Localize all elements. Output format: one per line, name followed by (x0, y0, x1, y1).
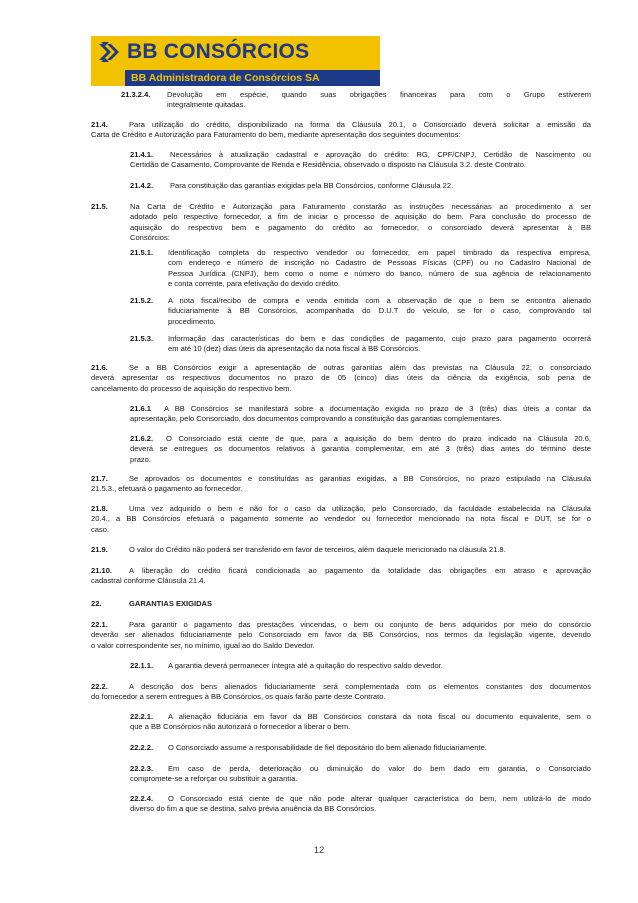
clause-number: 21.3.2.4. (121, 90, 151, 99)
clause-number: 21.6.1 (130, 404, 151, 413)
clause-line: A alienação fiduciária em favor da BB Consórcios constará da nota fiscal ou documento equivalente, sem o (168, 712, 591, 721)
clause-line: procedimento. (168, 316, 216, 326)
clause-22-2 (91, 682, 591, 703)
clause-21-7 (91, 474, 591, 495)
clause-text (168, 248, 591, 289)
clause-continuation (130, 804, 591, 814)
clause-number: 22.1.1. (130, 661, 154, 670)
clause-text (168, 712, 591, 722)
clause-line (91, 682, 591, 692)
clause-text (170, 150, 591, 160)
clause-line: cancelamento do processo de aquisição do respectivo bem. (91, 383, 292, 393)
clause-number: 21.5.1. (130, 248, 154, 257)
clause-text (168, 743, 591, 753)
clause-line: com endereço e número de inscrição no Cadastro de Pessoas Físicas (CPF) ou no Cadastro Nacional de (168, 258, 591, 268)
clause-line: que a BB Consórcios não autorizará o fornecedor a liberar o bem. (130, 722, 351, 732)
clause-text: O valor do Crédito não poderá ser transferido em favor de terceiros, além daquele mencionado na cláusula 21.8. (129, 545, 506, 554)
clause-line: do fornecedor a serem entregues à BB Consórcios, os quais farão parte deste Contrato. (91, 692, 386, 702)
clause-line: Carta de Crédito e Autorização para Faturamento do bem, mediante apresentação dos seguintes documentos: (91, 130, 461, 140)
clause-text (168, 296, 591, 327)
clause-text: Para utilização do crédito, disponibilizado na forma da Cláusula 20.1, o Consorciado deverá solicitar a emissão da (129, 120, 591, 129)
section-title: GARANTIAS EXIGIDAS (129, 599, 213, 608)
clause-number: 21.8. (91, 504, 108, 513)
clause-21-10 (91, 566, 591, 587)
clause-line: Para constituição das garantias exigidas pela BB Consórcios, conforme Cláusula 22. (170, 181, 454, 190)
clause-line: adotado pelo respectivo fornecedor, a fim de iniciar o processo de aquisição do bem. Para conclusão do processo de (130, 212, 591, 222)
clause-line: A BB Consórcios se manifestará sobre a documentação exigida no prazo de 3 (três) dias úteis a contar da (164, 404, 591, 413)
clause-21-4 (91, 120, 591, 141)
clause-continuation (130, 160, 591, 170)
clause-line: deverão ser alienados fiduciariamente pelo Consorciado em favor da BB Consórcios, nos termos da legislação vigente, devendo (91, 630, 591, 640)
logo-subtitle-band (125, 70, 380, 86)
clause-text: Para garantir o pagamento das prestações vincendas, o bem ou conjunto de bens adquiridos por meio do consórcio (129, 620, 591, 629)
clause-21-8 (91, 504, 591, 535)
clause-line: e conta corrente, para efetivação do devido crédito. (168, 278, 341, 288)
clause-line: deverá apresentar os respectivos documentos no prazo de 05 (cinco) dias úteis da ciência da exigência, sob pena de (91, 373, 591, 383)
clause-line (91, 566, 591, 576)
clause-line (91, 120, 591, 130)
logo-subtitle: BB Administradora de Consórcios SA (131, 72, 320, 84)
clause-text (130, 202, 591, 243)
clause-line (91, 545, 591, 555)
clause-line: A garantia deverá permanecer íntegra até a quitação do respectivo saldo devedor. (168, 661, 443, 670)
clause-continuation (130, 414, 591, 424)
clause-line: o valor correspondente ser, no mínimo, igual ao do Saldo Devedor. (91, 640, 315, 650)
clause-22-1 (91, 620, 591, 651)
clause-text: A liberação do crédito ficará condicionada ao pagamento da totalidade das obrigações em atraso e aprovação (129, 566, 591, 575)
clause-continuation (130, 444, 591, 465)
bb-mark-icon (97, 40, 123, 64)
clause-line: Em caso de perda, deterioração ou diminuição do valor do bem dado em garantia, o Consorciado (168, 764, 591, 773)
clause-line: em até 10 (dez) dias úteis da apresentação da nota fiscal à BB Consórcios. (168, 344, 421, 354)
clause-text (170, 181, 591, 191)
clause-line: Informação das características do bem e das condições de pagamento, cujo prazo para pagamento ocorrerá (168, 334, 591, 343)
clause-continuation (130, 774, 591, 784)
clause-line: O Consorciado assume a responsabilidade de fiel depositário do bem alienado fiduciariamente. (168, 743, 487, 752)
clause-line: integralmente quitadas. (167, 100, 246, 110)
clause-line: deverá se entregues os documentos relativos à garantia complementar, em até 3 (três) dias antes do término deste (130, 444, 591, 454)
clause-line: apresentação, pelo Consorciado, dos documentos comprovando a constituição das garantias complementares. (130, 414, 502, 424)
clause-line: O Consorciado está ciente de que, para a aquisição do bem dentro do prazo indicado na Cláusula 20.6, (166, 434, 591, 443)
clause-number: 22.2.4. (130, 794, 154, 803)
clause-line (91, 474, 591, 484)
clause-text: Se a BB Consórcios exigir a apresentação de outras garantias além das previstas na Cláusula 22, o consorciado (129, 363, 591, 372)
clause-text: Uma vez adquirido o bem e não for o caso da utilização, pelo Consorciado, da faculdade estabelecida na Cláusula (129, 504, 591, 513)
clause-line: cadastral conforme Cláusula 21.4. (91, 576, 206, 586)
clause-text (168, 334, 591, 355)
logo-top-band (91, 36, 380, 68)
clause-line (91, 620, 591, 630)
clause-number: 21.5.2. (130, 296, 154, 305)
clause-text: Se aprovados os documentos e constituídas as garantias exigidas, a BB Consórcios, no prazo estipulado na Cláusula (129, 474, 591, 483)
clause-number: 21.4. (91, 120, 108, 129)
clause-line (91, 504, 591, 514)
clause-number: 21.6. (91, 363, 108, 372)
clause-line: Devolução em espécie, quando suas obrigações financeiras para com o Grupo estiverem (167, 90, 591, 99)
clause-line: Necessários à atualização cadastral e aprovação do crédito: RG, CPF/CNPJ, Certidão de Nascimento ou (170, 150, 591, 159)
logo-name: BB CONSÓRCIOS (127, 40, 310, 63)
clause-number: 22.2. (91, 682, 108, 691)
clause-line: A nota fiscal/recibo de compra e venda emitida com a observação de que o bem se encontra alienado (168, 296, 591, 305)
clause-text (164, 404, 591, 414)
clause-line: Consórcios: (130, 232, 170, 242)
page-number: 12 (313, 845, 325, 856)
clause-line: O Consorciado está ciente de que não pode alterar qualquer característica do bem, nem utilizá-lo de modo (168, 794, 591, 803)
clause-line: 20.4., a BB Consórcios efetuará o pagamento somente ao vendedor ou fornecedor mencionado na nota fiscal e DUT, se for o (91, 514, 591, 524)
bb-consorcios-logo (91, 36, 380, 86)
clause-line: compromete-se a reforçar ou substituir a garantia. (130, 774, 298, 784)
clause-text (168, 794, 591, 804)
clause-line (91, 363, 591, 373)
clause-line: prazo. (130, 454, 151, 464)
clause-number: 21.7. (91, 474, 108, 483)
clause-line: Pessoa Jurídica (CNPJ), bem como o nome e número do banco, número de sua agência de relacionamento (168, 268, 591, 278)
clause-number: 21.9. (91, 545, 108, 554)
clause-text (167, 90, 591, 111)
clause-text: A descrição dos bens alienados fiduciariamente será complementada com os elementos constantes dos documentos (129, 682, 591, 691)
clause-line: Identificação completa do respectivo vendedor ou fornecedor, em papel timbrado da respectiva empresa, (168, 248, 591, 257)
clause-line: diverso do fim a que se destina, salvo prévia anuência da BB Consórcios. (130, 804, 377, 814)
clause-number: 21.5.3. (130, 334, 154, 343)
clause-line: Certidão de Casamento, Comprovante de Renda e Residência, observado o disposto na Cláusula 3.2. deste Contrato. (130, 160, 527, 170)
clause-number: 21.10. (91, 566, 112, 575)
clause-line: 21.5.3., efetuará o pagamento ao fornecedor. (91, 484, 243, 494)
clause-number: 21.6.2. (130, 434, 154, 443)
section-heading-22 (91, 599, 591, 609)
clause-number: 22.1. (91, 620, 108, 629)
clause-21-6 (91, 363, 591, 394)
clause-line: fiduciariamente à BB Consórcios, acompanhada do D.U.T do veículo, se for o caso, comprovando tal (168, 306, 591, 316)
clause-line: caso. (91, 524, 110, 534)
clause-21-9 (91, 545, 591, 555)
clause-number: 22.2.1. (130, 712, 154, 721)
clause-text (168, 661, 591, 671)
clause-number: 22. (91, 599, 102, 608)
clause-text (166, 434, 591, 444)
clause-line: aquisição do respectivo bem e pagamento do crédito ao fornecedor, o consorciado deverá apresentar à BB (130, 222, 591, 232)
clause-number: 22.2.2. (130, 743, 154, 752)
clause-number: 22.2.3. (130, 764, 154, 773)
clause-number: 21.5. (91, 202, 108, 211)
clause-line: Na Carta de Crédito e Autorização para Faturamento constarão as instruções necessárias ao procedimento a ser (130, 202, 591, 211)
clause-number: 21.4.2. (130, 181, 154, 190)
clause-number: 21.4.1. (130, 150, 154, 159)
clause-continuation (130, 722, 591, 732)
clause-text (168, 764, 591, 774)
